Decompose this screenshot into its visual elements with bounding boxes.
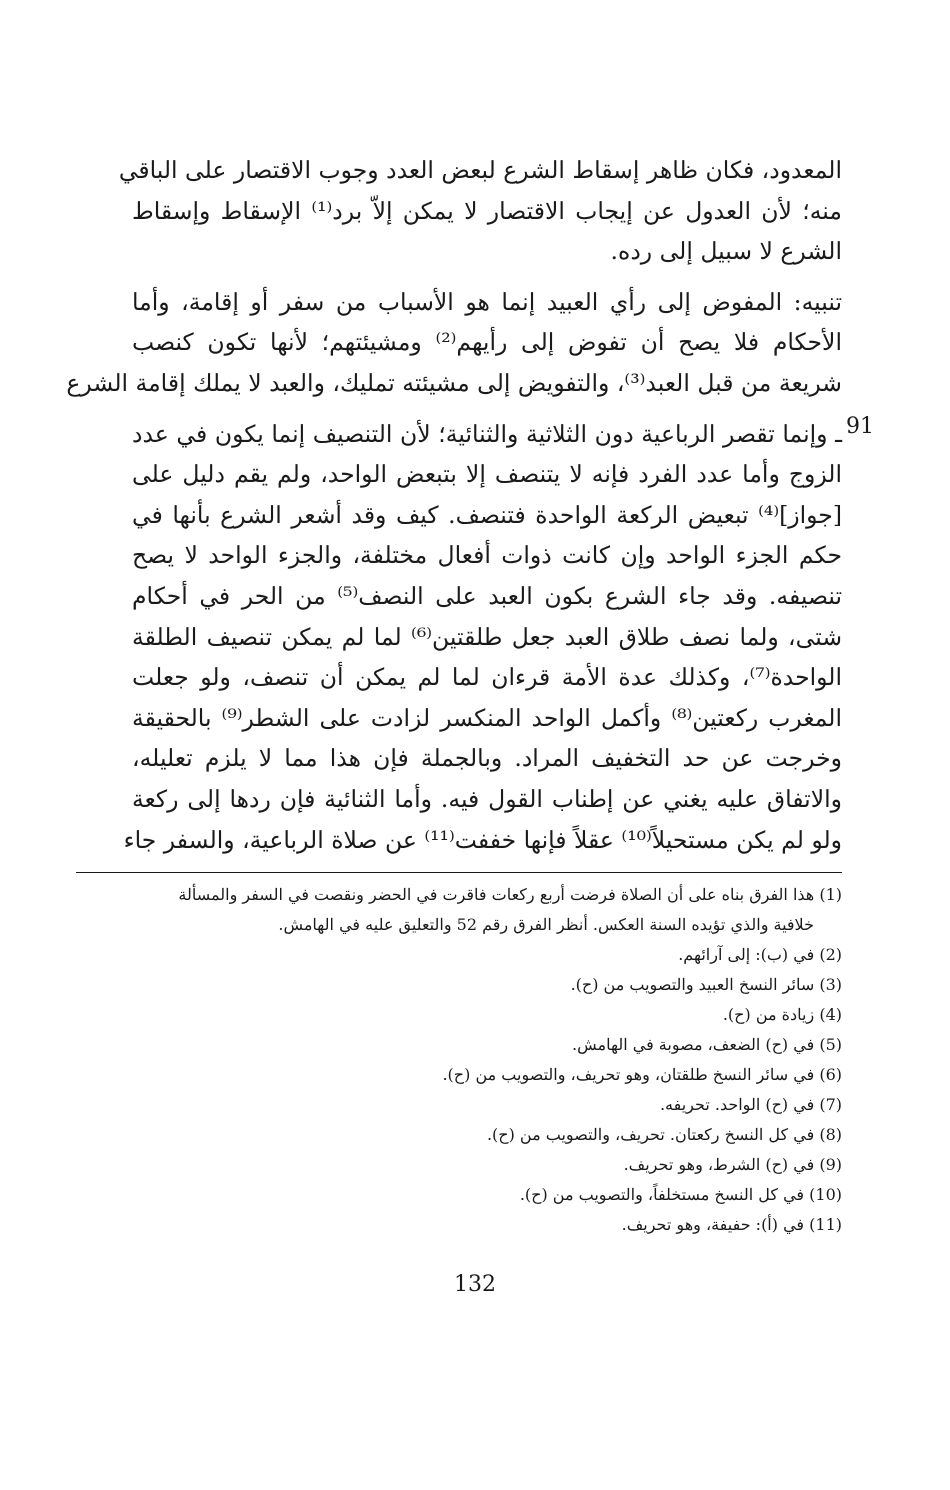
text-line: وخرجت عن حد التخفيف المراد. وبالجملة فإن هذا مما لا يلزم تعليله، xyxy=(132,744,842,773)
text-line: شريعة من قبل العبد⁽³⁾، والتفويض إلى مشيئته تمليك، والعبد لا يملك إقامة الشرع xyxy=(66,368,842,397)
footnote: (5) في (ح) الضعف، مصوبة في الهامش. xyxy=(572,1035,842,1054)
text-line: الأحكام فلا يصح أن تفوض إلى رأيهم⁽²⁾ ومشيئتهم؛ لأنها تكون كنصب xyxy=(132,328,842,357)
footnote: (6) في سائر النسخ طلقتان، وهو تحريف، والتصويب من (ح). xyxy=(442,1065,842,1084)
text-line: ولو لم يكن مستحيلاً⁽¹⁰⁾ عقلاً فإنها خففت⁽¹¹⁾ عن صلاة الرباعية، والسفر جاء xyxy=(123,825,842,854)
footnote: خلافية والذي تؤيده السنة العكس. أنظر الفرق رقم 52 والتعليق عليه في الهامش. xyxy=(278,915,814,934)
text-line: والاتفاق عليه يغني عن إطناب القول فيه. وأما الثنائية فإن ردها إلى ركعة xyxy=(132,784,842,813)
footnote: (11) في (أ): حفيفة، وهو تحريف. xyxy=(621,1215,842,1234)
footnote: (8) في كل النسخ ركعتان. تحريف، والتصويب من (ح). xyxy=(486,1125,842,1144)
footnote: (10) في كل النسخ مستخلفاً، والتصويب من (ح). xyxy=(519,1185,842,1204)
text-line: ـ وإنما تقصر الرباعية دون الثلاثية والثنائية؛ لأن التنصيف إنما يكون في عدد xyxy=(132,419,842,448)
main-text xyxy=(66,150,874,860)
footnote: (1) هذا الفرق بناه على أن الصلاة فرضت أربع ركعات فاقرت في الحضر ونقصت في السفر والمسألة xyxy=(178,885,842,904)
text-line: [جواز]⁽⁴⁾ تبعيض الركعة الواحدة فتنصف. كيف وقد أشعر الشرع بأنها في xyxy=(132,500,842,529)
footnote: (4) زيادة من (ح). xyxy=(722,1005,842,1024)
text-line: الواحدة⁽⁷⁾، وكذلك عدة الأمة قرءان لما لم يمكن أن تنصف، ولو جعلت xyxy=(132,663,842,692)
footnote: (2) في (ب): إلى آرائهم. xyxy=(678,945,842,964)
text-line: المغرب ركعتين⁽⁸⁾ وأكمل الواحد المنكسر لزادت على الشطر⁽⁹⁾ بالحقيقة xyxy=(132,703,842,732)
text-line: حكم الجزء الواحد وإن كانت ذوات أفعال مختلفة، والجزء الواحد لا يصح xyxy=(132,541,842,570)
footnote-divider xyxy=(76,872,842,873)
text-line: شتى، ولما نصف طلاق العبد جعل طلقتين⁽⁶⁾ لما لم يمكن تنصيف الطلقة xyxy=(132,622,843,651)
section-number: 91 xyxy=(846,413,874,439)
footnote: (7) في (ح) الواحد. تحريفه. xyxy=(659,1095,842,1114)
text-line: المعدود، فكان ظاهر إسقاط الشرع لبعض العدد وجوب الاقتصار على الباقي xyxy=(118,156,842,184)
text-line: الزوج وأما عدد الفرد فإنه لا يتنصف إلا بتبعض الواحد، ولم يقم دليل على xyxy=(132,460,842,489)
text-line: الشرع لا سبيل إلى رده. xyxy=(610,237,842,266)
page-number: 132 xyxy=(454,1272,496,1297)
text-line: تنبيه: المفوض إلى رأي العبيد إنما هو الأسباب من سفر أو إقامة، وأما xyxy=(132,287,842,316)
footnote: (9) في (ح) الشرط، وهو تحريف. xyxy=(623,1155,842,1174)
footnote: (3) سائر النسخ العبيد والتصويب من (ح). xyxy=(570,975,842,994)
section-91 xyxy=(123,413,874,861)
text-line: تنصيفه. وقد جاء الشرع بكون العبد على النصف⁽⁵⁾ من الحر في أحكام xyxy=(132,581,842,610)
text-line: منه؛ لأن العدول عن إيجاب الاقتصار لا يمكن إلاّ برد⁽¹⁾ الإسقاط وإسقاط xyxy=(132,196,842,225)
footnotes xyxy=(76,880,842,1240)
